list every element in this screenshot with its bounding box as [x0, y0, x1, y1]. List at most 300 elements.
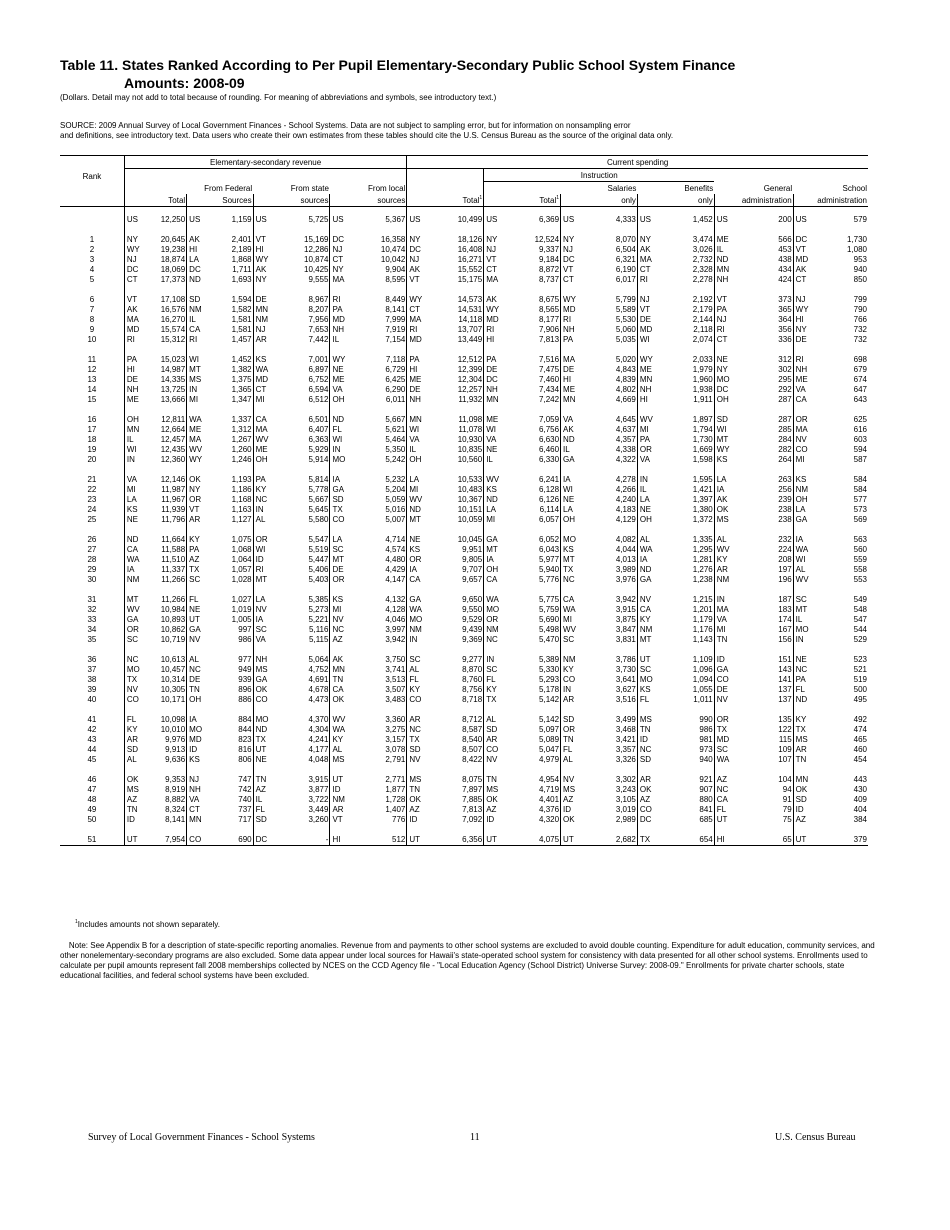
table-row — [60, 275, 868, 285]
value-cell: 12,286 — [304, 245, 329, 254]
state-cell: NH — [187, 785, 210, 795]
value-cell: 1,979 — [692, 365, 713, 374]
table-row — [60, 745, 868, 755]
value-cell: 7,434 — [539, 385, 560, 394]
value-cell: 10,984 — [160, 605, 186, 614]
value-cell: 9,976 — [165, 735, 186, 744]
value-cell: 5,047 — [539, 745, 560, 754]
state-cell: WI — [714, 425, 737, 435]
value-cell: 6,052 — [539, 535, 560, 544]
state-cell: NC — [561, 575, 584, 585]
rank-cell: 24 — [87, 505, 97, 514]
state-cell: FL — [330, 425, 353, 435]
state-cell: UT — [561, 835, 584, 846]
state-cell: RI — [561, 315, 584, 325]
value-cell: 4,376 — [539, 805, 560, 814]
table-row — [60, 725, 868, 735]
state-cell: KY — [187, 535, 210, 545]
header-local-2: sources — [330, 194, 407, 207]
value-cell: 10,305 — [160, 685, 186, 694]
state-cell: UT — [407, 835, 430, 846]
value-cell: 12,811 — [161, 415, 186, 424]
state-cell: NM — [407, 625, 430, 635]
rank-cell: 51 — [60, 835, 124, 846]
value-cell: 15,552 — [457, 265, 483, 274]
state-cell: UT — [484, 835, 507, 846]
value-cell: 295 — [778, 375, 792, 384]
state-cell: MT — [561, 555, 584, 565]
value-cell: 6,512 — [308, 395, 329, 404]
state-cell: DE — [187, 675, 210, 685]
rank-cell: 34 — [87, 625, 97, 634]
value-cell: 1,096 — [692, 665, 713, 674]
value-cell: 9,550 — [462, 605, 483, 614]
value-cell: 10,719 — [160, 635, 186, 644]
header-benefits-1: Benefits — [684, 184, 714, 193]
state-cell: SD — [714, 415, 737, 425]
value-cell: 6,407 — [308, 425, 329, 434]
value-cell: 625 — [853, 415, 867, 424]
value-cell: 10,862 — [160, 625, 186, 634]
value-cell: 6,425 — [385, 375, 406, 384]
state-cell: TN — [714, 635, 737, 645]
value-cell: 14,118 — [458, 315, 483, 324]
state-cell: US — [793, 215, 816, 225]
table-subtitle: (Dollars. Detail may not add to total because of rounding. For meaning of abbreviations and symbols, see introductory text.) — [60, 93, 497, 102]
value-cell: 2,189 — [231, 245, 252, 254]
value-cell: 1,375 — [231, 375, 252, 384]
footer-left: Survey of Local Government Finances - School Systems — [88, 1132, 315, 1143]
state-cell: GA — [561, 455, 584, 465]
value-cell: 7,001 — [308, 355, 329, 364]
state-cell: RI — [253, 565, 276, 575]
value-cell: 9,951 — [462, 545, 483, 554]
rank-cell: 17 — [87, 425, 97, 434]
value-cell: 1,347 — [231, 395, 252, 404]
state-cell: MA — [637, 255, 660, 265]
value-cell: 10,874 — [304, 255, 329, 264]
value-cell: 141 — [778, 675, 792, 684]
value-cell: 409 — [853, 795, 867, 804]
state-cell: TN — [124, 805, 147, 815]
state-cell: RI — [714, 325, 737, 335]
value-cell: 16,271 — [457, 255, 483, 264]
value-cell: 939 — [238, 675, 252, 684]
value-cell: 12,512 — [457, 355, 483, 364]
state-cell: LA — [330, 535, 353, 545]
state-cell: HI — [637, 395, 660, 405]
state-cell: FL — [561, 745, 584, 755]
state-cell: CT — [793, 275, 816, 285]
state-cell: WI — [793, 555, 816, 565]
header-salaries-2: only — [561, 194, 638, 207]
value-cell: 16,270 — [160, 315, 186, 324]
state-cell: GA — [330, 485, 353, 495]
value-cell: 3,105 — [615, 795, 636, 804]
state-cell: IL — [714, 245, 737, 255]
state-cell: IA — [187, 715, 210, 725]
state-cell: NC — [714, 785, 737, 795]
value-cell: 566 — [778, 235, 792, 244]
state-cell: CO — [714, 675, 737, 685]
value-cell: 1,143 — [692, 635, 713, 644]
state-cell: KS — [330, 595, 353, 605]
state-cell: WI — [637, 335, 660, 345]
state-cell: MA — [330, 275, 353, 285]
value-cell: 4,304 — [308, 725, 329, 734]
state-cell: KS — [124, 505, 147, 515]
value-cell: 5,064 — [308, 655, 329, 664]
rank-cell: 18 — [87, 435, 97, 444]
state-cell: GA — [253, 675, 276, 685]
value-cell: 5,929 — [308, 445, 329, 454]
value-cell: 4,132 — [385, 595, 406, 604]
value-cell: 11,796 — [161, 515, 186, 524]
state-cell: TX — [124, 675, 147, 685]
state-cell: AZ — [561, 795, 584, 805]
rank-cell: 31 — [87, 595, 97, 604]
value-cell: 187 — [778, 595, 792, 604]
value-cell: 3,942 — [385, 635, 406, 644]
state-cell: LA — [253, 595, 276, 605]
state-cell: FL — [714, 805, 737, 815]
state-cell: WA — [793, 545, 816, 555]
value-cell: 5,775 — [539, 595, 560, 604]
state-cell: IN — [407, 635, 430, 645]
value-cell: 15,169 — [304, 235, 329, 244]
state-cell: NE — [637, 505, 660, 515]
value-cell: 356 — [778, 325, 792, 334]
state-cell: KS — [187, 755, 210, 765]
state-cell: MA — [187, 435, 210, 445]
state-cell: SC — [714, 745, 737, 755]
rank-cell: 36 — [87, 655, 97, 664]
state-cell: CO — [637, 805, 660, 815]
value-cell: 14,335 — [160, 375, 186, 384]
state-cell: FL — [187, 595, 210, 605]
rank-cell: 10 — [87, 335, 97, 344]
value-cell: 263 — [778, 475, 792, 484]
state-cell: MS — [714, 515, 737, 525]
table-row — [60, 375, 868, 385]
value-cell: 1,246 — [231, 455, 252, 464]
state-cell: OR — [714, 715, 737, 725]
value-cell: 109 — [778, 745, 792, 754]
value-cell: 404 — [853, 805, 867, 814]
state-cell: LA — [714, 475, 737, 485]
value-cell: 424 — [778, 275, 792, 284]
value-cell: 529 — [853, 635, 867, 644]
state-cell: MI — [561, 615, 584, 625]
value-cell: 1,064 — [231, 555, 252, 564]
state-cell: OK — [714, 505, 737, 515]
value-cell: 238 — [778, 515, 792, 524]
state-cell: CT — [407, 305, 430, 315]
state-cell: SD — [637, 755, 660, 765]
value-cell: 151 — [778, 655, 792, 664]
state-cell: NH — [561, 325, 584, 335]
value-cell: 15,574 — [160, 325, 186, 334]
table-row — [60, 435, 868, 445]
state-cell: OK — [561, 815, 584, 825]
state-cell: WV — [714, 545, 737, 555]
value-cell: 3,302 — [615, 775, 636, 784]
state-cell: ID — [561, 805, 584, 815]
value-cell: 1,168 — [231, 495, 252, 504]
rank-cell: 41 — [87, 715, 97, 724]
state-cell: OH — [561, 515, 584, 525]
state-cell: VT — [561, 265, 584, 275]
state-cell: AR — [793, 745, 816, 755]
value-cell: 5,778 — [308, 485, 329, 494]
state-cell: NE — [714, 355, 737, 365]
state-cell: OH — [330, 395, 353, 405]
table-title — [60, 56, 900, 92]
state-cell: WY — [484, 305, 507, 315]
value-cell: 1,028 — [231, 575, 252, 584]
state-cell: MD — [253, 375, 276, 385]
state-cell: NY — [187, 485, 210, 495]
state-cell: FL — [124, 715, 147, 725]
value-cell: - — [276, 835, 330, 846]
state-cell: OK — [637, 785, 660, 795]
rank-cell: 29 — [87, 565, 97, 574]
value-cell: 3,507 — [385, 685, 406, 694]
state-cell: KY — [407, 685, 430, 695]
value-cell: 6,290 — [385, 385, 406, 394]
value-cell: 104 — [778, 775, 792, 784]
value-cell: 7,897 — [462, 785, 483, 794]
state-cell: HI — [330, 835, 353, 846]
state-cell: IL — [330, 335, 353, 345]
state-cell: NH — [637, 385, 660, 395]
state-cell: AK — [714, 495, 737, 505]
state-cell: NM — [793, 485, 816, 495]
value-cell: 547 — [853, 615, 867, 624]
state-cell: CT — [253, 385, 276, 395]
value-cell: 10,010 — [160, 725, 186, 734]
value-cell: 4,338 — [615, 445, 636, 454]
state-cell: MO — [124, 665, 147, 675]
value-cell: 7,956 — [308, 315, 329, 324]
value-cell: 1,582 — [231, 305, 252, 314]
state-cell: WY — [637, 355, 660, 365]
state-cell: TN — [637, 725, 660, 735]
value-cell: 3,260 — [308, 815, 329, 824]
state-cell: MN — [714, 265, 737, 275]
state-cell: DC — [330, 235, 353, 245]
value-cell: 8,760 — [462, 675, 483, 684]
value-cell: 4,357 — [615, 435, 636, 444]
value-cell: 7,442 — [308, 335, 329, 344]
value-cell: 137 — [778, 695, 792, 704]
value-cell: 287 — [778, 415, 792, 424]
state-cell: NY — [793, 325, 816, 335]
state-cell: CA — [714, 795, 737, 805]
value-cell: 573 — [853, 505, 867, 514]
state-cell: KS — [561, 545, 584, 555]
value-cell: 5,385 — [308, 595, 329, 604]
state-cell: WA — [484, 595, 507, 605]
state-cell: CO — [561, 675, 584, 685]
state-cell: KY — [561, 665, 584, 675]
value-cell: 287 — [778, 395, 792, 404]
table-row — [60, 335, 868, 345]
state-cell: HI — [561, 375, 584, 385]
value-cell: 5,389 — [539, 655, 560, 664]
state-cell: US — [407, 215, 430, 225]
value-cell: 8,565 — [539, 305, 560, 314]
value-cell: 9,650 — [462, 595, 483, 604]
state-cell: TX — [714, 725, 737, 735]
state-cell: VA — [561, 415, 584, 425]
value-cell: 2,771 — [385, 775, 406, 784]
value-cell: 5,470 — [539, 635, 560, 644]
value-cell: 4,979 — [539, 755, 560, 764]
value-cell: 284 — [778, 435, 792, 444]
state-cell: MD — [793, 255, 816, 265]
state-cell: SD — [124, 745, 147, 755]
state-cell: AL — [124, 755, 147, 765]
value-cell: 3,627 — [615, 685, 636, 694]
value-cell: 13,666 — [160, 395, 186, 404]
state-cell: MD — [407, 335, 430, 345]
state-cell: SC — [187, 575, 210, 585]
value-cell: 12,399 — [457, 365, 483, 374]
value-cell: 2,074 — [692, 335, 713, 344]
state-cell: FL — [253, 805, 276, 815]
value-cell: 3,449 — [308, 805, 329, 814]
value-cell: 14,531 — [457, 305, 483, 314]
value-cell: 4,048 — [308, 755, 329, 764]
state-cell: OR — [407, 555, 430, 565]
table-header — [60, 156, 868, 207]
state-cell: OR — [253, 535, 276, 545]
value-cell: 584 — [853, 485, 867, 494]
state-cell: AR — [484, 735, 507, 745]
value-cell: 4,322 — [615, 455, 636, 464]
rank-cell: 16 — [87, 415, 97, 424]
value-cell: 5,406 — [308, 565, 329, 574]
value-cell: 11,266 — [161, 575, 186, 584]
state-cell: ME — [407, 375, 430, 385]
state-cell: KS — [253, 355, 276, 365]
state-cell: MS — [407, 775, 430, 785]
state-cell: ND — [124, 535, 147, 545]
state-cell: KS — [484, 485, 507, 495]
state-cell: WY — [330, 355, 353, 365]
table-row — [60, 655, 868, 665]
state-cell: CO — [484, 745, 507, 755]
value-cell: 907 — [699, 785, 713, 794]
rank-cell: 32 — [87, 605, 97, 614]
state-cell: MT — [637, 635, 660, 645]
value-cell: 264 — [778, 455, 792, 464]
value-cell: 3,847 — [615, 625, 636, 634]
value-cell: 1,452 — [231, 355, 252, 364]
state-cell: MO — [561, 535, 584, 545]
state-cell: IN — [330, 445, 353, 455]
header-instruction-group: Instruction — [484, 169, 715, 182]
state-cell: MN — [561, 395, 584, 405]
state-cell: RI — [407, 325, 430, 335]
value-cell: 10,930 — [457, 435, 483, 444]
state-cell: NV — [187, 635, 210, 645]
state-cell: NH — [330, 325, 353, 335]
value-cell: 1,094 — [692, 675, 713, 684]
value-cell: 3,516 — [615, 695, 636, 704]
value-cell: 5,097 — [539, 725, 560, 734]
state-cell: AR — [714, 565, 737, 575]
state-cell: AL — [407, 665, 430, 675]
state-cell: CA — [561, 595, 584, 605]
state-cell: WA — [124, 555, 147, 565]
value-cell: 5,498 — [539, 625, 560, 634]
value-cell: 5,059 — [385, 495, 406, 504]
rank-cell: 39 — [87, 685, 97, 694]
state-cell: AZ — [407, 805, 430, 815]
value-cell: 2,989 — [615, 815, 636, 824]
value-cell: 12,250 — [160, 215, 186, 224]
value-cell: 443 — [853, 775, 867, 784]
value-cell: 8,177 — [539, 315, 560, 324]
value-cell: 1,581 — [231, 325, 252, 334]
state-cell: WA — [714, 755, 737, 765]
value-cell: 3,468 — [615, 725, 636, 734]
value-cell: 5,115 — [309, 635, 329, 644]
state-cell: KY — [124, 725, 147, 735]
state-cell: IN — [484, 655, 507, 665]
value-cell: 12,146 — [160, 475, 186, 484]
value-cell: 9,439 — [462, 625, 483, 634]
state-cell: AK — [187, 235, 210, 245]
state-cell: TX — [637, 835, 660, 846]
value-cell: 1,382 — [231, 365, 252, 374]
state-cell: NM — [330, 795, 353, 805]
state-cell: IA — [407, 565, 430, 575]
state-cell: CT — [484, 265, 507, 275]
value-cell: 5,089 — [539, 735, 560, 744]
table-row — [60, 755, 868, 765]
state-cell: VA — [407, 435, 430, 445]
value-cell: 647 — [853, 385, 867, 394]
state-cell: MO — [330, 455, 353, 465]
state-cell: MS — [484, 785, 507, 795]
value-cell: 1,365 — [231, 385, 252, 394]
value-cell: 10,560 — [457, 455, 483, 464]
value-cell: 11,664 — [161, 535, 186, 544]
source-note — [60, 121, 900, 141]
state-cell: WA — [187, 415, 210, 425]
table-row — [60, 665, 868, 675]
header-school-1: School — [842, 184, 867, 193]
rank-cell: 12 — [87, 365, 97, 374]
state-cell: VT — [407, 275, 430, 285]
state-cell: CO — [793, 445, 816, 455]
header-revenue-group: Elementary-secondary revenue — [124, 156, 406, 169]
state-cell: MA — [253, 425, 276, 435]
state-cell: MA — [484, 275, 507, 285]
value-cell: 208 — [778, 555, 792, 564]
header-rank: Rank — [82, 171, 102, 181]
state-cell: CA — [793, 395, 816, 405]
value-cell: 453 — [778, 245, 792, 254]
state-cell: CA — [253, 415, 276, 425]
rank-cell: 42 — [87, 725, 97, 734]
value-cell: 4,678 — [308, 685, 329, 694]
state-cell: WV — [637, 415, 660, 425]
value-cell: 6,330 — [539, 455, 560, 464]
